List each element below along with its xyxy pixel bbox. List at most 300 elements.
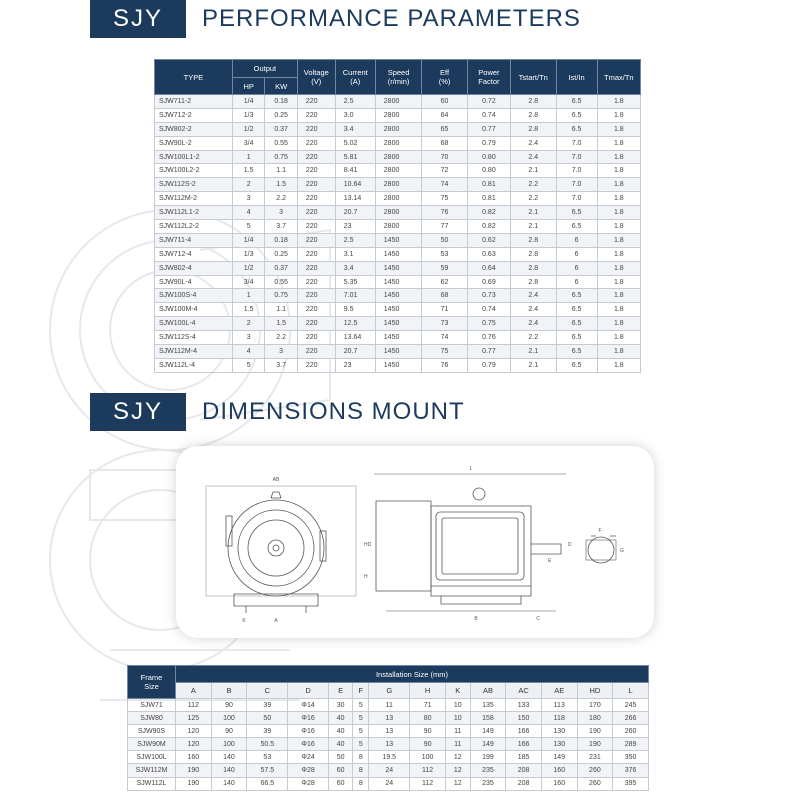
table-row	[155, 122, 641, 136]
table-cell: 2.5	[335, 95, 375, 109]
table-cell: 0.80	[467, 150, 510, 164]
table-cell: 2800	[375, 164, 422, 178]
table-cell: 6.5	[556, 289, 597, 303]
table-cell: 19.5	[369, 751, 410, 764]
table-cell: 1450	[375, 233, 422, 247]
table-cell: 11	[369, 699, 410, 712]
table-cell: 50	[247, 712, 288, 725]
table-cell: 220	[297, 247, 335, 261]
label-e: E	[548, 558, 552, 564]
table-cell: 1/4	[232, 95, 264, 109]
table-cell: 0.64	[467, 261, 510, 275]
table-cell: 1.8	[597, 122, 640, 136]
table-row	[155, 233, 641, 247]
table-cell: 220	[297, 317, 335, 331]
table-cell: 2.8	[511, 261, 556, 275]
table-cell: 0.77	[467, 122, 510, 136]
table-cell: 235	[470, 777, 506, 790]
table-cell: SJW100S-4	[155, 289, 233, 303]
front-view-housing	[228, 500, 324, 596]
table-cell: 7.0	[556, 136, 597, 150]
table-cell: 2800	[375, 178, 422, 192]
table-cell: SJW100L-4	[155, 317, 233, 331]
table-cell: 160	[176, 751, 212, 764]
table-cell: 0.25	[265, 247, 297, 261]
table-cell: 2800	[375, 95, 422, 109]
table-cell: 220	[297, 136, 335, 150]
table-cell: 149	[470, 725, 506, 738]
table-cell: 395	[613, 777, 649, 790]
label-a: A	[274, 618, 278, 624]
table-cell: 8	[353, 777, 369, 790]
table-cell: 1.8	[597, 289, 640, 303]
table-cell: SJW100L1-2	[155, 150, 233, 164]
table-cell: 2800	[375, 206, 422, 220]
table-cell: SJW100M-4	[155, 303, 233, 317]
table-cell: SJW112M	[128, 764, 176, 777]
table-cell: 1450	[375, 303, 422, 317]
table-cell: 1450	[375, 317, 422, 331]
table-cell: 125	[176, 712, 212, 725]
table-cell: 1.8	[597, 331, 640, 345]
table-cell: 0.37	[265, 261, 297, 275]
table-cell: 140	[211, 751, 247, 764]
table-cell: Φ28	[288, 777, 328, 790]
table-cell: 160	[541, 777, 577, 790]
table-cell: 23	[335, 358, 375, 372]
table-row	[128, 777, 649, 790]
table-cell: 2.2	[511, 331, 556, 345]
table-cell: 6.5	[556, 206, 597, 220]
label-g: G	[620, 548, 624, 554]
table-cell: SJW100L2-2	[155, 164, 233, 178]
table-cell: 0.82	[467, 206, 510, 220]
table-cell: 75	[422, 192, 467, 206]
table-cell: 2.2	[511, 178, 556, 192]
table-cell: 3/4	[232, 275, 264, 289]
col-tmax: Tmax/Tn	[597, 60, 640, 95]
table-cell: 166	[506, 725, 542, 738]
table-cell: 13	[369, 712, 410, 725]
table-cell: 73	[422, 317, 467, 331]
table-cell: 0.62	[467, 233, 510, 247]
table-cell: 1.8	[597, 345, 640, 359]
table-row	[128, 725, 649, 738]
table-cell: 1450	[375, 275, 422, 289]
table-cell: 39	[247, 725, 288, 738]
label-f: F	[598, 528, 602, 534]
table-cell: 23	[335, 220, 375, 234]
table-cell: 5	[232, 358, 264, 372]
table-cell: 3.7	[265, 358, 297, 372]
table-cell: 350	[613, 751, 649, 764]
table-cell: 220	[297, 358, 335, 372]
table-cell: 0.55	[265, 136, 297, 150]
label-c: C	[536, 616, 540, 622]
table-cell: 90	[211, 725, 247, 738]
table-cell: 2.8	[511, 108, 556, 122]
table-cell: SJW112L2-2	[155, 220, 233, 234]
table-cell: 220	[297, 303, 335, 317]
table-cell: 8.41	[335, 164, 375, 178]
table-cell: 0.73	[467, 289, 510, 303]
table-cell: 6.5	[556, 108, 597, 122]
table-row	[155, 136, 641, 150]
table-cell: 1/3	[232, 247, 264, 261]
table-cell: 112	[176, 699, 212, 712]
table-cell: 1.8	[597, 206, 640, 220]
table-cell: 77	[422, 220, 467, 234]
col-f: F	[353, 683, 369, 699]
table-cell: 220	[297, 150, 335, 164]
table-row	[155, 192, 641, 206]
table-cell: 149	[541, 751, 577, 764]
col-voltage: Voltage (V)	[297, 60, 335, 95]
table-cell: 3.4	[335, 261, 375, 275]
col-speed: Speed (r/min)	[375, 60, 422, 95]
table-cell: 2.1	[511, 220, 556, 234]
table-cell: 112	[410, 777, 446, 790]
table-cell: 1/2	[232, 122, 264, 136]
col-c: C	[247, 683, 288, 699]
label-d: D	[568, 542, 572, 548]
table-cell: SJW90M	[128, 738, 176, 751]
table-cell: 6.5	[556, 303, 597, 317]
table-cell: 0.69	[467, 275, 510, 289]
table-cell: 220	[297, 220, 335, 234]
table-cell: 5	[353, 725, 369, 738]
label-ab: AB	[272, 477, 280, 483]
table-cell: 76	[422, 358, 467, 372]
table-row	[128, 764, 649, 777]
table-cell: SJW112L1-2	[155, 206, 233, 220]
table-cell: Φ16	[288, 725, 328, 738]
table-cell: 1.8	[597, 178, 640, 192]
table-cell: 2.4	[511, 136, 556, 150]
table-cell: 289	[613, 738, 649, 751]
table-row	[155, 164, 641, 178]
table-cell: 1	[232, 289, 264, 303]
table-cell: Φ16	[288, 738, 328, 751]
table-cell: 235	[470, 764, 506, 777]
table-cell: 64	[422, 108, 467, 122]
table-cell: 220	[297, 206, 335, 220]
table-cell: 5	[353, 712, 369, 725]
section-tag: SJY	[90, 393, 186, 431]
table-row	[128, 751, 649, 764]
table-cell: 245	[613, 699, 649, 712]
table-cell: 0.72	[467, 95, 510, 109]
table-cell: 185	[506, 751, 542, 764]
table-cell: 10.64	[335, 178, 375, 192]
table-cell: 220	[297, 122, 335, 136]
col-kw: KW	[265, 78, 297, 95]
table-cell: 12.5	[335, 317, 375, 331]
table-cell: 113	[541, 699, 577, 712]
table-row	[155, 331, 641, 345]
col-tstart: Tstart/Tn	[511, 60, 556, 95]
table-row	[155, 358, 641, 372]
table-cell: 4	[232, 345, 264, 359]
table-cell: 2.1	[511, 345, 556, 359]
table-cell: 220	[297, 95, 335, 109]
table-cell: 0.18	[265, 95, 297, 109]
table-cell: 10	[445, 699, 470, 712]
table-cell: 74	[422, 331, 467, 345]
table-cell: 7.01	[335, 289, 375, 303]
col-ac: AC	[506, 683, 542, 699]
table-cell: 220	[297, 164, 335, 178]
table-cell: 5	[353, 699, 369, 712]
col-output: Output	[232, 60, 297, 78]
table-row	[128, 738, 649, 751]
col-l: L	[613, 683, 649, 699]
table-cell: 0.75	[265, 289, 297, 303]
table-cell: 1.1	[265, 303, 297, 317]
table-cell: 3	[232, 331, 264, 345]
table-cell: 260	[613, 725, 649, 738]
table-cell: 8	[353, 764, 369, 777]
table-cell: 1.1	[265, 164, 297, 178]
table-cell: SJW112S-4	[155, 331, 233, 345]
table-cell: 190	[176, 764, 212, 777]
table-cell: 220	[297, 331, 335, 345]
table-row	[155, 303, 641, 317]
table-cell: 2.8	[511, 233, 556, 247]
table-cell: 0.79	[467, 358, 510, 372]
table-cell: SJW802-4	[155, 261, 233, 275]
dimensions-drawing-card	[176, 446, 654, 638]
table-cell: 2.1	[511, 164, 556, 178]
table-cell: 6.5	[556, 317, 597, 331]
table-cell: 220	[297, 233, 335, 247]
table-cell: 1.8	[597, 108, 640, 122]
table-cell: 66.5	[247, 777, 288, 790]
table-cell: 140	[211, 764, 247, 777]
table-cell: 1/4	[232, 233, 264, 247]
table-cell: 5.35	[335, 275, 375, 289]
table-cell: 5.02	[335, 136, 375, 150]
table-cell: 220	[297, 261, 335, 275]
table-cell: 180	[577, 712, 613, 725]
col-current: Current (A)	[335, 60, 375, 95]
table-cell: 53	[247, 751, 288, 764]
table-cell: 2800	[375, 150, 422, 164]
table-cell: SJW112L-4	[155, 358, 233, 372]
table-cell: 12	[445, 764, 470, 777]
table-cell: 2.1	[511, 206, 556, 220]
table-cell: 0.76	[467, 331, 510, 345]
col-e: E	[328, 683, 353, 699]
table-cell: 1/2	[232, 261, 264, 275]
label-l: L	[469, 466, 473, 472]
table-cell: SJW90S	[128, 725, 176, 738]
table-cell: 6.5	[556, 331, 597, 345]
table-cell: 1.8	[597, 192, 640, 206]
installation-size-table	[127, 665, 649, 791]
table-cell: 120	[176, 738, 212, 751]
table-cell: 3/4	[232, 136, 264, 150]
dimensions-section-header	[90, 393, 465, 431]
section-title: PERFORMANCE PARAMETERS	[202, 5, 581, 32]
table-cell: 3.4	[335, 122, 375, 136]
table-cell: 0.74	[467, 108, 510, 122]
side-view-endcap	[376, 501, 431, 591]
table-cell: 50	[328, 751, 353, 764]
table-cell: Φ28	[288, 764, 328, 777]
table-cell: 1.8	[597, 136, 640, 150]
table-row	[155, 220, 641, 234]
table-cell: 150	[506, 712, 542, 725]
label-b: B	[474, 616, 478, 622]
table-cell: 20.7	[335, 206, 375, 220]
table-cell: 133	[506, 699, 542, 712]
table-cell: 2.2	[511, 192, 556, 206]
table-row	[155, 261, 641, 275]
table-cell: 90	[211, 699, 247, 712]
table-row	[155, 345, 641, 359]
table-cell: 6.5	[556, 220, 597, 234]
col-installation-size: Installation Size (mm)	[176, 666, 649, 683]
table-cell: 71	[410, 699, 446, 712]
table-cell: 60	[328, 777, 353, 790]
table-cell: Φ16	[288, 712, 328, 725]
table-cell: SJW712-2	[155, 108, 233, 122]
table-cell: SJW112M-2	[155, 192, 233, 206]
table-cell: 60	[328, 764, 353, 777]
table-cell: 2800	[375, 136, 422, 150]
col-type: TYPE	[155, 60, 233, 95]
table-cell: 0.75	[265, 150, 297, 164]
table-row	[155, 150, 641, 164]
table-cell: 2.1	[511, 358, 556, 372]
table-cell: 190	[577, 725, 613, 738]
table-cell: 13.64	[335, 331, 375, 345]
table-cell: 100	[211, 712, 247, 725]
table-cell: 6.5	[556, 95, 597, 109]
table-cell: 6.5	[556, 122, 597, 136]
table-cell: 0.81	[467, 192, 510, 206]
table-cell: 0.74	[467, 303, 510, 317]
table-cell: 3	[265, 206, 297, 220]
table-cell: 260	[577, 764, 613, 777]
table-cell: 5.81	[335, 150, 375, 164]
table-cell: 2.4	[511, 317, 556, 331]
table-cell: 20.7	[335, 345, 375, 359]
table-cell: 1450	[375, 358, 422, 372]
table-cell: 7.0	[556, 150, 597, 164]
table-cell: 57.5	[247, 764, 288, 777]
table-cell: 100	[211, 738, 247, 751]
col-hp: HP	[232, 78, 264, 95]
table-cell: 1.5	[232, 303, 264, 317]
table-cell: 5	[232, 220, 264, 234]
table-cell: 199	[470, 751, 506, 764]
table-cell: 39	[247, 699, 288, 712]
table-cell: 0.80	[467, 164, 510, 178]
col-frame-size: Frame Size	[128, 666, 176, 699]
table-row	[155, 275, 641, 289]
table-cell: 2800	[375, 192, 422, 206]
table-cell: 0.63	[467, 247, 510, 261]
table-cell: 59	[422, 261, 467, 275]
table-cell: 6	[556, 261, 597, 275]
table-cell: 40	[328, 725, 353, 738]
table-cell: SJW112L	[128, 777, 176, 790]
table-cell: 72	[422, 164, 467, 178]
table-cell: 100	[410, 751, 446, 764]
table-cell: 4	[232, 206, 264, 220]
performance-parameters-table	[154, 59, 641, 373]
table-cell: 220	[297, 108, 335, 122]
table-cell: 2	[232, 178, 264, 192]
table-cell: 0.77	[467, 345, 510, 359]
table-cell: SJW71	[128, 699, 176, 712]
table-cell: SJW80	[128, 712, 176, 725]
table-row	[155, 317, 641, 331]
table-row	[128, 699, 649, 712]
table-cell: 12	[445, 777, 470, 790]
table-cell: 40	[328, 738, 353, 751]
table-cell: 1.8	[597, 317, 640, 331]
table-cell: 76	[422, 206, 467, 220]
table-cell: 135	[470, 699, 506, 712]
table-cell: 160	[541, 764, 577, 777]
performance-section-header	[90, 0, 581, 38]
table-cell: SJW112M-4	[155, 345, 233, 359]
table-cell: 68	[422, 136, 467, 150]
table-cell: 112	[410, 764, 446, 777]
table-cell: 2.4	[511, 303, 556, 317]
label-hd: HD	[364, 542, 372, 548]
col-d: D	[288, 683, 328, 699]
table-cell: 1.5	[265, 178, 297, 192]
label-h: H	[364, 574, 368, 580]
table-cell: 1450	[375, 331, 422, 345]
table-cell: 50.5	[247, 738, 288, 751]
table-cell: 1.5	[232, 164, 264, 178]
table-cell: 220	[297, 178, 335, 192]
table-cell: SJW712-4	[155, 247, 233, 261]
table-row	[155, 95, 641, 109]
table-cell: 6.5	[556, 345, 597, 359]
table-cell: 7.0	[556, 192, 597, 206]
table-cell: 70	[422, 150, 467, 164]
table-cell: 1.8	[597, 247, 640, 261]
table-cell: 13	[369, 725, 410, 738]
col-g: G	[369, 683, 410, 699]
table-cell: 149	[470, 738, 506, 751]
table-cell: 24	[369, 764, 410, 777]
table-cell: 1.5	[265, 317, 297, 331]
table-cell: 190	[577, 738, 613, 751]
table-cell: 24	[369, 777, 410, 790]
table-cell: 2800	[375, 122, 422, 136]
table-cell: 0.79	[467, 136, 510, 150]
col-b: B	[211, 683, 247, 699]
table-cell: 1.8	[597, 261, 640, 275]
table-cell: 0.25	[265, 108, 297, 122]
table-cell: 130	[541, 725, 577, 738]
table-cell: 40	[328, 712, 353, 725]
table-cell: 158	[470, 712, 506, 725]
table-cell: 11	[445, 738, 470, 751]
col-k: K	[445, 683, 470, 699]
table-cell: Φ14	[288, 699, 328, 712]
table-cell: 1.8	[597, 275, 640, 289]
section-tag: SJY	[90, 0, 186, 38]
table-cell: 1.8	[597, 95, 640, 109]
